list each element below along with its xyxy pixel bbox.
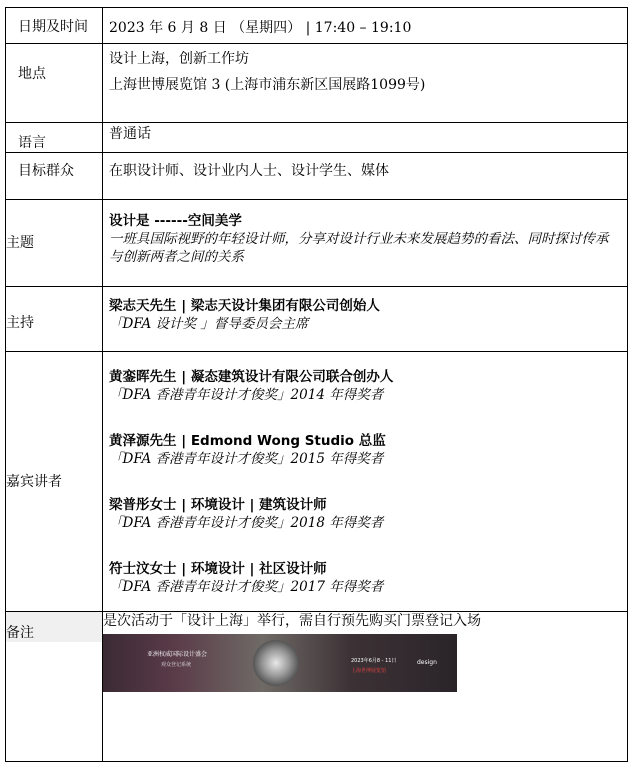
remarks-value: 是次活动于「设计上海」举行，需自行预先购买门票登记入场	[103, 613, 481, 629]
banner-subtitle: 观众登记系统	[161, 662, 192, 668]
speaker-item	[103, 560, 627, 596]
cell-audience-value	[103, 153, 628, 200]
cell-topic-value	[103, 200, 628, 287]
cell-host-label	[6, 287, 103, 352]
event-banner-image	[103, 634, 457, 692]
cell-audience-label	[6, 153, 103, 200]
row-host	[6, 287, 628, 352]
speaker-name: 黄銮晖先生 | 凝态建筑设计有限公司联合创办人	[109, 369, 394, 385]
banner-title: 亚洲权威国际设计盛会	[147, 651, 208, 658]
cell-speakers-value	[103, 352, 628, 612]
speaker-item	[103, 432, 627, 496]
audience-value: 在职设计师、设计业内人士、设计学生、媒体	[109, 163, 389, 179]
cell-time-label	[6, 8, 103, 44]
label-speakers: 嘉宾讲者	[6, 473, 62, 490]
label-host: 主持	[6, 315, 34, 331]
language-value: 普通话	[109, 126, 151, 142]
banner-sculpture-graphic	[253, 640, 299, 686]
speaker-name: 梁普彤女士 | 环境设计 | 建筑设计师	[109, 497, 327, 513]
label-audience: 目标群众	[18, 163, 74, 179]
speaker-item	[103, 368, 627, 432]
speaker-item	[103, 496, 627, 560]
event-info-table	[5, 7, 628, 762]
cell-venue-label	[6, 44, 103, 123]
cell-remarks-value	[103, 612, 628, 762]
row-venue	[6, 44, 628, 123]
speaker-award: 「DFA 香港青年设计才俊奖」2015 年得奖者	[109, 451, 384, 467]
label-language: 语言	[18, 135, 46, 151]
row-speakers	[6, 352, 628, 612]
label-time: 日期及时间	[18, 19, 88, 35]
speaker-name: 黄泽源先生 | Edmond Wong Studio 总监	[109, 433, 386, 449]
row-remarks	[6, 612, 628, 762]
host-name: 梁志天先生 | 梁志天设计集团有限公司创始人	[109, 298, 380, 314]
label-topic: 主题	[6, 235, 34, 251]
banner-place: 上海世博展览馆	[351, 668, 387, 674]
venue-line2: 上海世博展览馆 3 (上海市浦东新区国展路1099号)	[109, 77, 426, 93]
label-venue: 地点	[18, 66, 46, 82]
banner-date: 2023年6月8 - 11日	[351, 658, 397, 664]
host-role: 「DFA 设计奖 」督导委员会主席	[109, 316, 309, 332]
row-audience	[6, 153, 628, 200]
row-time	[6, 8, 628, 44]
banner-logo: design	[417, 659, 437, 666]
cell-venue-value	[103, 44, 628, 123]
topic-title: 设计是 ------空间美学	[109, 213, 242, 229]
speaker-name: 符士汶女士 | 环境设计 | 社区设计师	[109, 561, 327, 577]
cell-speakers-label	[6, 352, 103, 612]
speaker-award: 「DFA 香港青年设计才俊奖」2014 年得奖者	[109, 387, 384, 403]
topic-description: 一班具国际视野的年轻设计师，分享对设计行业未来发展趋势的看法、同时探讨传承与创新两者之间的关系	[109, 231, 609, 265]
time-value: 2023 年 6 月 8 日 （星期四） | 17:40 – 19:10	[109, 20, 412, 36]
cell-host-value	[103, 287, 628, 352]
row-topic	[6, 200, 628, 287]
cell-topic-label	[6, 200, 103, 287]
speaker-award: 「DFA 香港青年设计才俊奖」2018 年得奖者	[109, 515, 384, 531]
cell-remarks-label	[6, 612, 103, 762]
cell-time-value	[103, 8, 628, 44]
cell-language-label	[6, 123, 103, 153]
speaker-award: 「DFA 香港青年设计才俊奖」2017 年得奖者	[109, 579, 384, 595]
speaker-list	[103, 352, 627, 596]
label-remarks: 备注	[6, 612, 102, 642]
row-language	[6, 123, 628, 153]
cell-language-value	[103, 123, 628, 153]
venue-line1: 设计上海，创新工作坊	[109, 51, 249, 67]
